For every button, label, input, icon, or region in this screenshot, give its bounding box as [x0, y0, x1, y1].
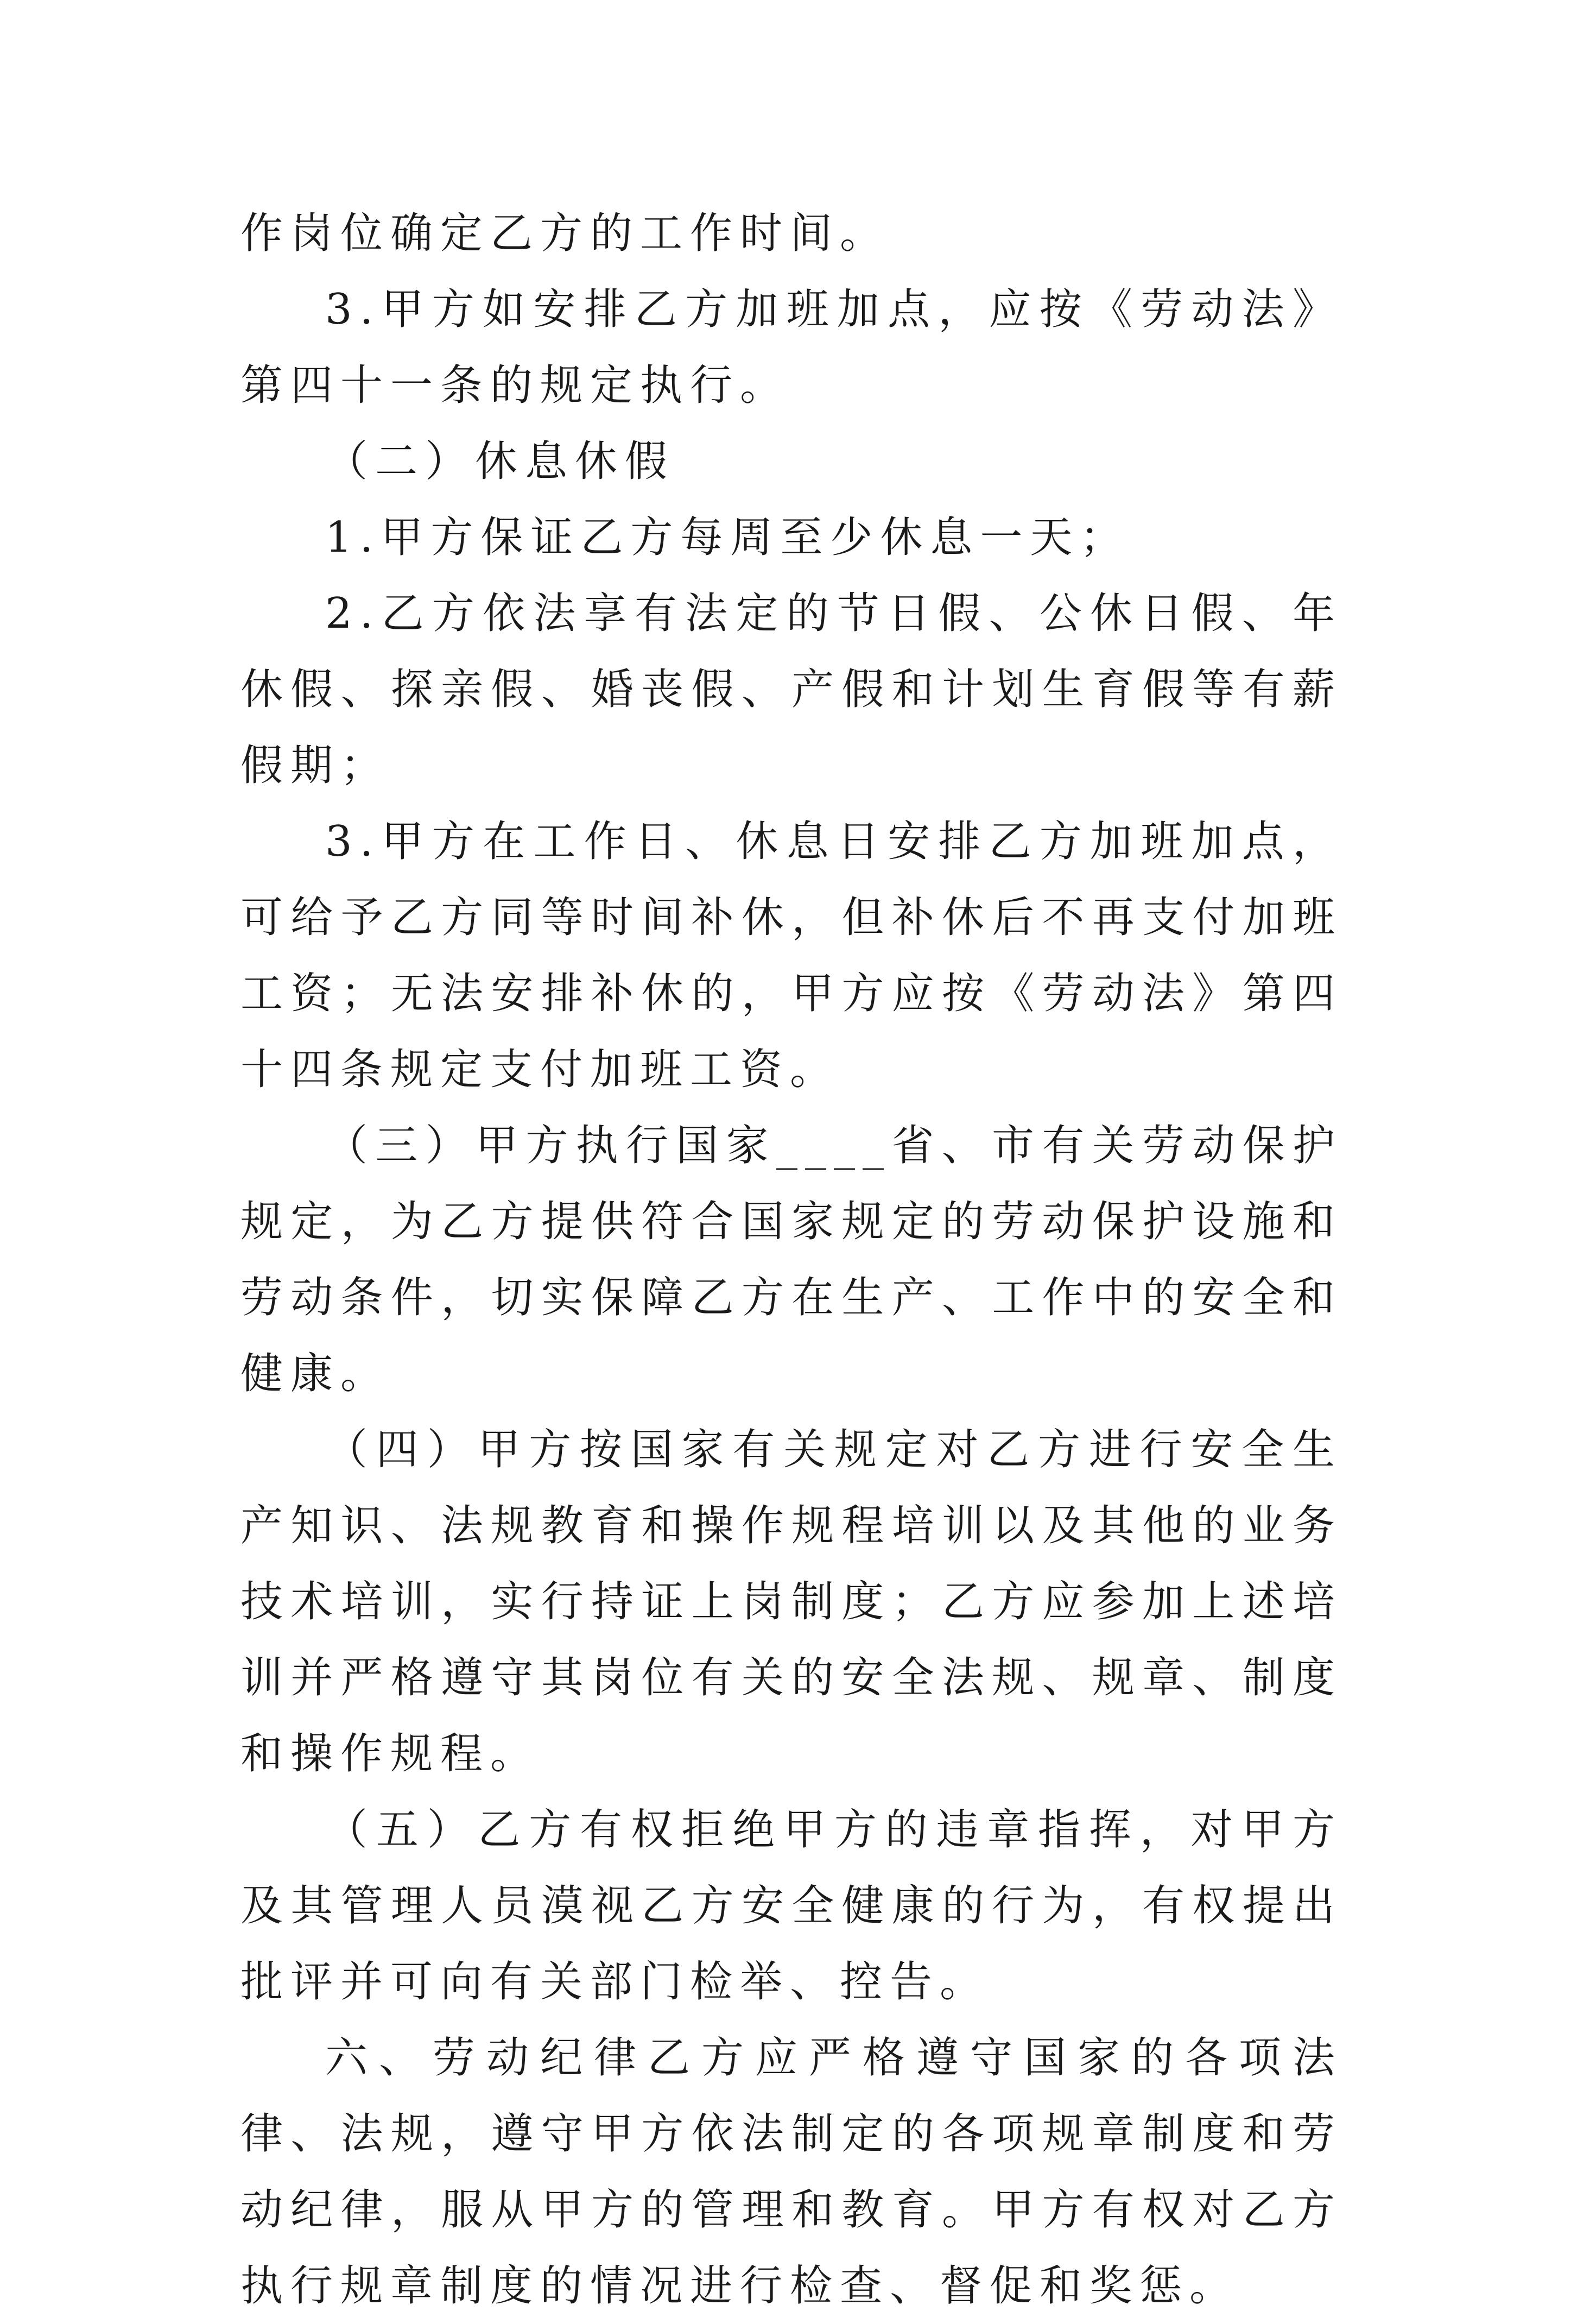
paragraph-right-to-refuse: （五）乙方有权拒绝甲方的违章指挥，对甲方及其管理人员漠视乙方安全健康的行为，有权提出批评并可向有关部门检举、控告。: [240, 1805, 1342, 2006]
paragraph-labor-protection: （三）甲方执行国家____省、市有关劳动保护规定，为乙方提供符合国家规定的劳动保护设施和劳动条件，切实保障乙方在生产、工作中的安全和健康。: [240, 1121, 1342, 1398]
paragraph-paid-holidays: 2.乙方依法享有法定的节日假、公休日假、年休假、探亲假、婚丧假、产假和计划生育假等有薪假期；: [240, 589, 1342, 790]
paragraph-labor-discipline: 六、劳动纪律乙方应严格遵守国家的各项法律、法规，遵守甲方依法制定的各项规章制度和劳动纪律，服从甲方的管理和教育。甲方有权对乙方执行规章制度的情况进行检查、督促和奖惩。: [240, 2033, 1342, 2310]
paragraph-weekly-rest: 1.甲方保证乙方每周至少休息一天；: [325, 513, 1130, 562]
paragraph-overtime-rule: 3.甲方如安排乙方加班加点，应按《劳动法》第四十一条的规定执行。: [240, 285, 1342, 410]
document-body: [240, 195, 1342, 2324]
paragraph-safety-training: （四）甲方按国家有关规定对乙方进行安全生产知识、法规教育和操作规程培训以及其他的业务技术培训，实行持证上岗制度；乙方应参加上述培训并严格遵守其岗位有关的安全法规、规章、制度和操作规程。: [240, 1425, 1342, 1778]
paragraph-work-time-continuation: 作岗位确定乙方的工作时间。: [240, 209, 890, 258]
section-heading-rest-leave: （二）休息休假: [325, 437, 675, 486]
paragraph-compensatory-leave: 3.甲方在工作日、休息日安排乙方加班加点，可给予乙方同等时间补休，但补休后不再支付加班工资；无法安排补休的，甲方应按《劳动法》第四十四条规定支付加班工资。: [240, 817, 1342, 1094]
